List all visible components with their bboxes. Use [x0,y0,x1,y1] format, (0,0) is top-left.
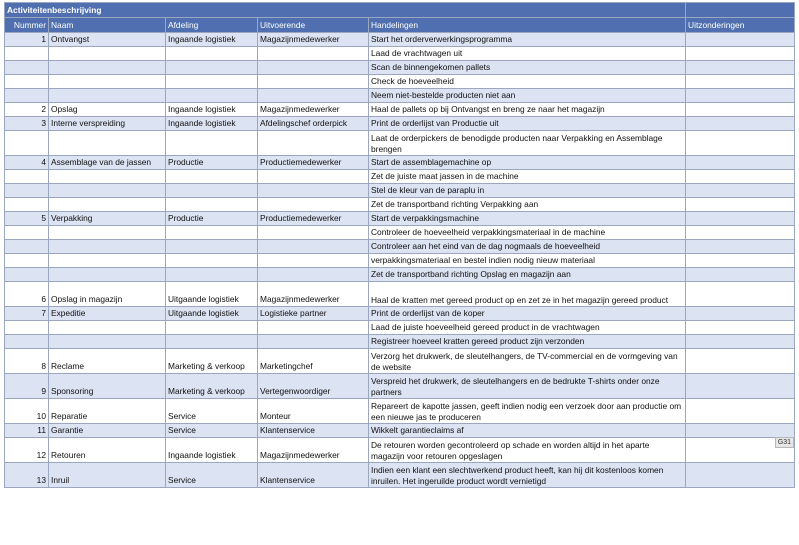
header-row [5,18,795,33]
cell-handelingen[interactable]: Registreer hoeveel kratten gereed product zijn verzonden [369,335,686,349]
cell-afdeling[interactable] [166,226,258,240]
cell-afdeling[interactable] [166,254,258,268]
cell-uitzonderingen[interactable] [686,103,795,117]
cell-nummer[interactable] [5,268,49,282]
cell-naam[interactable] [49,61,166,75]
col-header-uitvoerende[interactable]: Uitvoerende [258,18,369,33]
cell-uitvoerende[interactable]: Magazijnmedewerker [258,103,369,117]
cell-uitzonderingen[interactable] [686,463,795,488]
cell-afdeling[interactable]: Service [166,463,258,488]
cell-uitzonderingen[interactable] [686,254,795,268]
cell-uitvoerende[interactable] [258,254,369,268]
cell-afdeling[interactable]: Ingaande logistiek [166,438,258,463]
table-row [5,240,795,254]
cell-nummer[interactable] [5,184,49,198]
cell-naam[interactable]: Reclame [49,349,166,374]
cell-afdeling[interactable]: Ingaande logistiek [166,33,258,47]
cell-handelingen[interactable]: Zet de transportband richting Opslag en magazijn aan [369,268,686,282]
cell-uitzonderingen[interactable] [686,170,795,184]
cell-naam[interactable] [49,47,166,61]
cell-nummer[interactable] [5,198,49,212]
table-row [5,156,795,170]
cell-handelingen[interactable]: Laad de juiste hoeveelheid gereed product in de vrachtwagen [369,321,686,335]
cell-naam[interactable]: Verpakking [49,212,166,226]
cell-nummer[interactable]: 5 [5,212,49,226]
cell-naam[interactable] [49,75,166,89]
cell-handelingen[interactable]: Indien een klant een slechtwerkend product heeft, kan hij dit kostenloos komen inruilen. Het ingeruilde product wordt vernietigd [369,463,686,488]
table-row [5,33,795,47]
cell-afdeling[interactable]: Service [166,399,258,424]
cell-handelingen[interactable]: Verzorg het drukwerk, de sleutelhangers, de TV-commercial en de vormgeving van de website [369,349,686,374]
cell-naam[interactable]: Expeditie [49,307,166,321]
cell-uitvoerende[interactable]: Klantenservice [258,463,369,488]
cell-nummer[interactable]: 9 [5,374,49,399]
table-row [5,131,795,156]
cell-naam[interactable] [49,268,166,282]
cell-naam[interactable]: Sponsoring [49,374,166,399]
cell-uitvoerende[interactable] [258,335,369,349]
cell-uitvoerende[interactable] [258,89,369,103]
cell-handelingen[interactable]: Controleer aan het eind van de dag nogmaals de hoeveelheid [369,240,686,254]
cell-naam[interactable] [49,198,166,212]
cell-nummer[interactable] [5,240,49,254]
cell-handelingen[interactable]: Haal de kratten met gereed product op en zet ze in het magazijn gereed product [369,282,686,307]
cell-handelingen[interactable]: Print de orderlijst van de koper [369,307,686,321]
cell-handelingen[interactable]: Check de hoeveelheid [369,75,686,89]
cell-uitzonderingen[interactable] [686,156,795,170]
cell-nummer[interactable]: 6 [5,282,49,307]
cell-naam[interactable] [49,170,166,184]
col-header-handelingen[interactable]: Handelingen [369,18,686,33]
cell-uitvoerende[interactable]: Klantenservice [258,424,369,438]
cell-handelingen[interactable]: Start het orderverwerkingsprogramma [369,33,686,47]
cell-naam[interactable] [49,254,166,268]
cell-uitzonderingen[interactable] [686,374,795,399]
cell-uitzonderingen[interactable] [686,131,795,156]
cell-nummer[interactable]: 11 [5,424,49,438]
cell-naam[interactable] [49,184,166,198]
cell-naam[interactable]: Retouren [49,438,166,463]
cell-handelingen[interactable]: Repareert de kapotte jassen, geeft indien nodig een verzoek door aan productie om een nieuwe jas te produceren [369,399,686,424]
cell-uitvoerende[interactable] [258,226,369,240]
cell-afdeling[interactable] [166,75,258,89]
cell-handelingen[interactable]: Haal de pallets op bij Ontvangst en breng ze naar het magazijn [369,103,686,117]
cell-uitvoerende[interactable] [258,61,369,75]
cell-handelingen[interactable]: Stel de kleur van de paraplu in [369,184,686,198]
cell-uitzonderingen[interactable] [686,349,795,374]
cell-nummer[interactable] [5,335,49,349]
cell-naam[interactable]: Opslag in magazijn [49,282,166,307]
title-row [5,3,795,18]
cell-handelingen[interactable]: Laat de orderpickers de benodigde producten naar Verpakking en Assemblage brengen [369,131,686,156]
cell-nummer[interactable] [5,321,49,335]
cell-reference-tag: G31 [775,437,794,448]
cell-nummer[interactable] [5,131,49,156]
cell-nummer[interactable]: 7 [5,307,49,321]
cell-afdeling[interactable] [166,47,258,61]
cell-uitvoerende[interactable]: Afdelingschef orderpick [258,117,369,131]
cell-handelingen[interactable]: Controleer de hoeveelheid verpakkingsmateriaal in de machine [369,226,686,240]
table-row [5,103,795,117]
cell-naam[interactable] [49,226,166,240]
cell-naam[interactable] [49,89,166,103]
cell-uitvoerende[interactable] [258,321,369,335]
cell-uitvoerende[interactable]: Logistieke partner [258,307,369,321]
cell-afdeling[interactable]: Service [166,424,258,438]
table-row [5,268,795,282]
cell-nummer[interactable] [5,254,49,268]
cell-handelingen[interactable]: verpakkingsmateriaal en bestel indien nodig nieuw materiaal [369,254,686,268]
table-row [5,170,795,184]
table-row [5,307,795,321]
cell-handelingen[interactable]: Scan de binnengekomen pallets [369,61,686,75]
table-row [5,89,795,103]
cell-afdeling[interactable]: Marketing & verkoop [166,374,258,399]
cell-afdeling[interactable] [166,198,258,212]
cell-uitzonderingen[interactable] [686,240,795,254]
cell-naam[interactable]: Ontvangst [49,33,166,47]
cell-uitzonderingen[interactable] [686,424,795,438]
cell-naam[interactable]: Assemblage van de jassen [49,156,166,170]
cell-afdeling[interactable] [166,170,258,184]
cell-nummer[interactable] [5,170,49,184]
cell-handelingen[interactable]: Start de assemblagemachine op [369,156,686,170]
cell-afdeling[interactable]: Uitgaande logistiek [166,307,258,321]
table-row [5,184,795,198]
cell-afdeling[interactable] [166,240,258,254]
cell-nummer[interactable]: 2 [5,103,49,117]
cell-nummer[interactable]: 4 [5,156,49,170]
cell-uitzonderingen[interactable] [686,226,795,240]
table-row [5,374,795,399]
cell-uitzonderingen[interactable] [686,268,795,282]
cell-uitvoerende[interactable] [258,131,369,156]
cell-uitvoerende[interactable] [258,75,369,89]
cell-handelingen[interactable]: Verspreid het drukwerk, de sleutelhangers en de bedrukte T-shirts onder onze partners [369,374,686,399]
table-row [5,424,795,438]
table-row [5,349,795,374]
table-row [5,438,795,463]
cell-nummer[interactable]: 10 [5,399,49,424]
cell-uitvoerende[interactable] [258,268,369,282]
cell-uitvoerende[interactable]: Magazijnmedewerker [258,282,369,307]
cell-uitvoerende[interactable]: Productiemedewerker [258,212,369,226]
cell-handelingen[interactable]: Neem niet-bestelde producten niet aan [369,89,686,103]
cell-uitvoerende[interactable]: Marketingchef [258,349,369,374]
cell-uitzonderingen[interactable] [686,335,795,349]
cell-handelingen[interactable]: Print de orderlijst van Productie uit [369,117,686,131]
cell-uitzonderingen[interactable] [686,399,795,424]
cell-handelingen[interactable]: Start de verpakkingsmachine [369,212,686,226]
table-row [5,61,795,75]
cell-naam[interactable]: Inruil [49,463,166,488]
cell-uitzonderingen[interactable] [686,282,795,307]
cell-uitzonderingen[interactable] [686,47,795,61]
cell-uitzonderingen[interactable] [686,212,795,226]
cell-naam[interactable] [49,335,166,349]
cell-handelingen[interactable]: Zet de transportband richting Verpakking aan [369,198,686,212]
cell-nummer[interactable]: 3 [5,117,49,131]
cell-afdeling[interactable]: Productie [166,156,258,170]
col-header-afdeling[interactable]: Afdeling [166,18,258,33]
table-row [5,212,795,226]
cell-handelingen[interactable]: Laad de vrachtwagen uit [369,47,686,61]
cell-afdeling[interactable]: Uitgaande logistiek [166,282,258,307]
cell-uitzonderingen[interactable] [686,321,795,335]
cell-afdeling[interactable]: Marketing & verkoop [166,349,258,374]
table-row [5,117,795,131]
cell-nummer[interactable] [5,47,49,61]
cell-nummer[interactable] [5,61,49,75]
cell-naam[interactable]: Interne verspreiding [49,117,166,131]
table-row [5,321,795,335]
cell-handelingen[interactable]: Wikkelt garantieclaims af [369,424,686,438]
table-row [5,226,795,240]
cell-nummer[interactable] [5,89,49,103]
cell-uitzonderingen[interactable] [686,75,795,89]
cell-afdeling[interactable] [166,268,258,282]
cell-afdeling[interactable]: Productie [166,212,258,226]
cell-uitzonderingen[interactable] [686,61,795,75]
table-row [5,399,795,424]
cell-naam[interactable]: Reparatie [49,399,166,424]
cell-nummer[interactable]: 1 [5,33,49,47]
cell-afdeling[interactable] [166,61,258,75]
cell-nummer[interactable]: 8 [5,349,49,374]
table-row [5,282,795,307]
cell-nummer[interactable]: 13 [5,463,49,488]
cell-uitvoerende[interactable]: Monteur [258,399,369,424]
table-row [5,335,795,349]
sheet-title[interactable]: Activiteitenbeschrijving [5,3,686,18]
table-row [5,47,795,61]
col-header-uitzonderingen[interactable]: Uitzonderingen [686,18,795,33]
table-row [5,75,795,89]
cell-uitvoerende[interactable]: Magazijnmedewerker [258,33,369,47]
cell-uitvoerende[interactable] [258,184,369,198]
cell-nummer[interactable] [5,226,49,240]
cell-handelingen[interactable]: De retouren worden gecontroleerd op schade en worden altijd in het aparte magazijn voor retouren opgeslagen [369,438,686,463]
cell-uitvoerende[interactable] [258,198,369,212]
cell-uitzonderingen[interactable] [686,117,795,131]
title-row-empty-cell[interactable] [686,3,795,18]
table-row [5,463,795,488]
cell-naam[interactable]: Opslag [49,103,166,117]
cell-nummer[interactable] [5,75,49,89]
cell-uitzonderingen[interactable] [686,198,795,212]
cell-uitzonderingen[interactable] [686,184,795,198]
cell-naam[interactable] [49,131,166,156]
cell-afdeling[interactable] [166,89,258,103]
col-header-naam[interactable]: Naam [49,18,166,33]
cell-uitvoerende[interactable] [258,240,369,254]
cell-uitvoerende[interactable]: Magazijnmedewerker [258,438,369,463]
table-row [5,198,795,212]
activity-table [4,2,795,488]
cell-afdeling[interactable]: Ingaande logistiek [166,117,258,131]
cell-naam[interactable] [49,240,166,254]
cell-afdeling[interactable]: Ingaande logistiek [166,103,258,117]
cell-naam[interactable]: Garantie [49,424,166,438]
col-header-nummer[interactable]: Nummer [5,18,49,33]
table-row [5,254,795,268]
cell-afdeling[interactable] [166,131,258,156]
cell-afdeling[interactable] [166,184,258,198]
cell-uitzonderingen[interactable] [686,89,795,103]
cell-uitvoerende[interactable] [258,170,369,184]
cell-uitvoerende[interactable]: Productiemedewerker [258,156,369,170]
cell-handelingen[interactable]: Zet de juiste maat jassen in de machine [369,170,686,184]
cell-uitvoerende[interactable]: Vertegenwoordiger [258,374,369,399]
cell-afdeling[interactable] [166,321,258,335]
cell-naam[interactable] [49,321,166,335]
cell-uitvoerende[interactable] [258,47,369,61]
cell-afdeling[interactable] [166,335,258,349]
cell-uitzonderingen[interactable] [686,33,795,47]
cell-nummer[interactable]: 12 [5,438,49,463]
cell-uitzonderingen[interactable] [686,307,795,321]
